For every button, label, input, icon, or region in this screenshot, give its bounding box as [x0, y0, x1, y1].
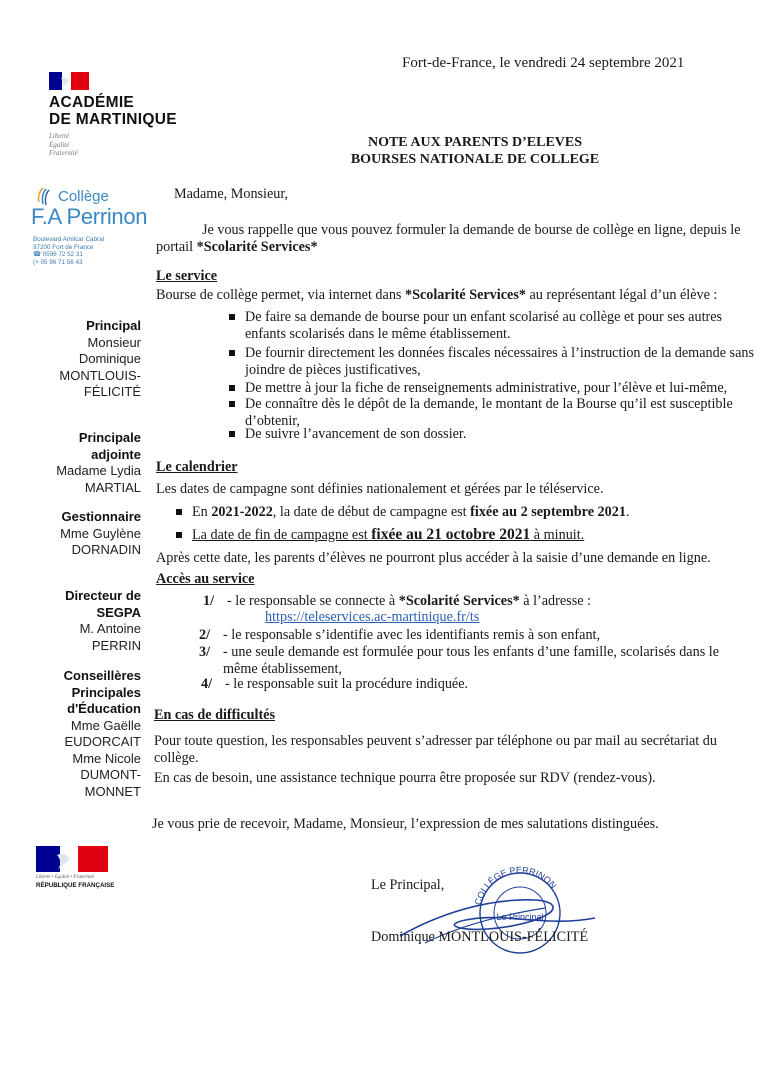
staff-name: EUDORCAIT: [64, 734, 141, 749]
bullet-icon: [229, 314, 235, 320]
calendar-after: Après cette date, les parents d’élèves ne pourront plus accéder à la saisie d’une demande en ligne.: [156, 550, 711, 566]
service-portal-name: *Scolarité Services*: [404, 287, 526, 303]
staff-name: Madame Lydia: [56, 463, 141, 478]
difficulty-paragraph-1: Pour toute question, les responsables peuvent s’adresser par téléphone ou par mail au secrétariat du collège.: [154, 733, 717, 766]
motto-fraternite: Fraternité: [49, 149, 78, 157]
step-text: - le responsable s’identifie avec les identifiants remis à son enfant,: [223, 627, 601, 643]
letter-title-line1: NOTE AUX PARENTS D’ELEVES: [367, 135, 583, 150]
college-address: [33, 236, 104, 266]
signature-stamp: [395, 858, 625, 968]
bullet-text: De connaître dès le dépôt de la demande, le montant de la Bourse qu’il est susceptible d’obtenir,: [245, 396, 733, 429]
staff-role: adjointe: [91, 446, 141, 462]
cal-text: .: [625, 504, 630, 520]
republique-flag-icon: [36, 846, 108, 872]
republique-name: RÉPUBLIQUE FRANÇAISE: [36, 882, 115, 889]
bullet-icon: [176, 532, 182, 538]
bullet-icon: [229, 350, 235, 356]
signature-title: Le Principal,: [371, 877, 445, 893]
staff-role: Gestionnaire: [61, 509, 141, 524]
step-text-part: - le responsable se connecte à: [227, 593, 399, 609]
cal-text: La date de fin de campagne est: [192, 527, 372, 543]
bullet-icon: [229, 401, 235, 407]
step-text-part: à l’adresse :: [519, 593, 592, 609]
staff-gestionnaire: [1, 509, 141, 559]
staff-name: MONNET: [84, 783, 141, 799]
motto-liberte: Liberté: [49, 132, 70, 140]
staff-role: d'Éducation: [67, 701, 141, 716]
signature-name: Dominique MONTLOUIS-FÉLICITÉ: [371, 929, 589, 945]
intro-paragraph: [156, 222, 751, 255]
bullet-text: De mettre à jour la fiche de renseignements administrative, pour l’élève et lui-même,: [245, 380, 728, 396]
staff-directeur-segpa: [1, 588, 141, 654]
academie-title-line1: ACADÉMIE: [49, 94, 135, 111]
motto-egalite: Égalité: [49, 140, 70, 149]
service-intro-text: au représentant légal d’un élève :: [525, 287, 718, 303]
staff-role: SEGPA: [96, 604, 141, 620]
staff-name: Mme Gaëlle: [70, 717, 141, 733]
cal-text: , la date de début de campagne est: [272, 504, 471, 520]
calendar-heading: Le calendrier: [156, 459, 238, 475]
step-text: - une seule demande est formulée pour tous les enfants d’une famille, scolarisés dans le même établissement,: [223, 644, 720, 677]
stamp-arc-text: COLLÈGE PERRINON: [472, 864, 559, 907]
greeting: Madame, Monsieur,: [174, 186, 289, 202]
bullet-text: De faire sa demande de bourse pour un enfant scolarisé au collège et pour ses autres enfants scolarisés dans le même établissement.: [245, 309, 723, 342]
republique-motto: Liberté • Égalité • Fraternité: [36, 875, 94, 880]
staff-name: DUMONT-: [80, 767, 141, 782]
college-address-line: Boulevard Amilcar Cabral: [33, 236, 105, 243]
staff-role: Principales: [71, 684, 141, 700]
letter-title-line2: BOURSES NATIONALE DE COLLEGE: [350, 152, 600, 167]
bullet-icon: [229, 431, 235, 437]
staff-name: PERRIN: [91, 637, 141, 653]
staff-name: M. Antoine: [79, 621, 141, 636]
cal-end-date: fixée au 21 octobre 2021: [371, 526, 531, 543]
staff-name: Mme Guylène: [60, 525, 141, 541]
college-name: F.A Perrinon: [31, 204, 148, 229]
difficulty-heading: En cas de difficultés: [154, 707, 275, 723]
bullet-icon: [229, 385, 235, 391]
staff-name: MARTIAL: [84, 479, 141, 495]
staff-name: MONTLOUIS-: [59, 367, 141, 383]
step-number: 4/: [201, 676, 213, 692]
intro-text: Je vous rappelle que vous pouvez formuler la demande de bourse de collège en ligne, depuis le portail: [156, 222, 741, 255]
staff-cpe: [1, 668, 141, 800]
college-phone: ☎ 0596 72 52 31: [33, 251, 83, 258]
staff-name: Dominique: [78, 351, 141, 366]
letter-date: Fort-de-France, le vendredi 24 septembre 2021: [402, 55, 685, 71]
service-intro: [156, 287, 717, 304]
step-text: - le responsable suit la procédure indiquée.: [225, 676, 469, 692]
bullet-text: De fournir directement les données fiscales nécessaires à l’instruction de la demande sans joindre de pièces justificatives,: [245, 345, 754, 378]
staff-principale-adjointe: [1, 430, 141, 496]
academie-motto: [49, 132, 78, 158]
cal-text: à minuit.: [530, 527, 585, 543]
step-number: 3/: [199, 644, 211, 660]
staff-name: FÉLICITÉ: [83, 384, 141, 399]
intro-portal-name: *Scolarité Services*: [196, 238, 318, 255]
marianne-flag-icon: [49, 72, 89, 90]
academie-title: [49, 94, 177, 128]
stamp-inner-text: Le Principal: [496, 912, 544, 922]
bullet-text: De suivre l’avancement de son dossier.: [245, 426, 467, 442]
bullet-icon: [176, 509, 182, 515]
closing-formula: Je vous prie de recevoir, Madame, Monsieur, l’expression de mes salutations distinguées.: [152, 816, 659, 832]
step-portal-name: *Scolarité Services*: [398, 593, 520, 609]
college-address-line: 97200 Fort de France: [33, 243, 94, 251]
step-number: 1/: [203, 593, 215, 609]
step-text: [227, 593, 747, 610]
cal-text: En: [192, 504, 212, 520]
staff-role: Principale: [78, 430, 141, 445]
college-fax: (+ 05 96 71 56 43: [33, 258, 83, 266]
teleservices-link[interactable]: https://teleservices.ac-martinique.fr/ts: [265, 609, 480, 625]
college-name-small: Collège: [58, 188, 109, 205]
service-intro-text: Bourse de collège permet, via internet dans: [156, 287, 405, 303]
staff-name: DORNADIN: [71, 542, 141, 557]
staff-name: Mme Nicole: [72, 750, 141, 766]
staff-role: Principal: [86, 318, 141, 333]
academie-title-line2: DE MARTINIQUE: [49, 111, 177, 128]
access-heading: Accès au service: [156, 571, 255, 587]
difficulty-paragraph-2: En cas de besoin, une assistance technique pourra être proposée sur RDV (rendez-vous).: [154, 770, 656, 786]
bullet-text: [192, 504, 702, 521]
step-number: 2/: [199, 627, 211, 643]
staff-name: Monsieur: [87, 334, 141, 350]
service-heading: Le service: [156, 268, 218, 284]
sidebar: [0, 0, 177, 1086]
calendar-intro: Les dates de campagne sont définies nationalement et gérées par le téléservice.: [156, 481, 604, 497]
cal-school-year: 2021-2022: [211, 504, 273, 520]
staff-role: Conseillères: [63, 668, 141, 683]
letter-title: [290, 134, 660, 168]
bullet-text: [192, 527, 702, 544]
staff-principal: [1, 318, 141, 401]
cal-start-date: fixée au 2 septembre 2021: [470, 504, 626, 520]
staff-role: Directeur de: [65, 588, 141, 603]
